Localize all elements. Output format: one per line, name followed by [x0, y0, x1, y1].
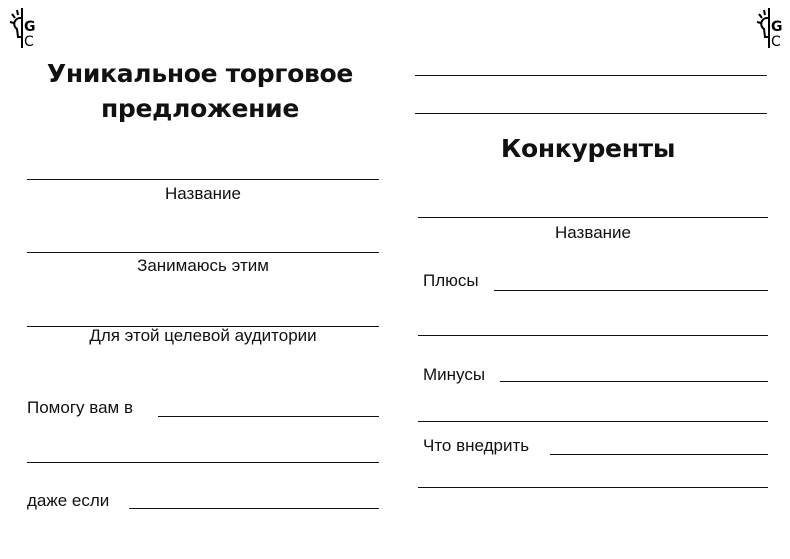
name-label: Название — [165, 184, 241, 203]
usp-title-line1: Уникальное торговое — [46, 59, 354, 88]
even-if-field-line[interactable] — [129, 508, 379, 509]
pros-label: Плюсы — [423, 271, 479, 290]
name-field-line[interactable] — [27, 179, 379, 180]
help-continuation-line[interactable] — [27, 462, 379, 463]
top-line-1[interactable] — [415, 75, 767, 76]
logo-icon — [755, 8, 785, 48]
pros-continuation-line[interactable] — [418, 335, 768, 336]
implement-label: Что внедрить — [423, 436, 530, 455]
implement-continuation-line[interactable] — [418, 487, 768, 488]
svg-text:G: G — [771, 19, 783, 35]
cons-continuation-line[interactable] — [418, 421, 768, 422]
svg-text:C: C — [24, 34, 34, 48]
top-line-2[interactable] — [415, 113, 767, 114]
audience-label: Для этой целевой аудитории — [89, 326, 317, 345]
logo-icon — [8, 8, 38, 48]
cons-label: Минусы — [423, 365, 486, 384]
svg-text:G: G — [24, 19, 36, 35]
help-label: Помогу вам в — [27, 398, 133, 417]
competitor-name-line[interactable] — [418, 217, 768, 218]
usp-title-line2: предложение — [100, 94, 300, 123]
pros-field-line[interactable] — [494, 290, 768, 291]
competitor-name-label: Название — [555, 223, 631, 242]
competitors-title: Конкуренты — [500, 134, 676, 163]
doing-field-line[interactable] — [27, 252, 379, 253]
cons-field-line[interactable] — [500, 381, 768, 382]
doing-label: Занимаюсь этим — [137, 256, 269, 275]
svg-text:C: C — [771, 34, 781, 48]
even-if-label: даже если — [27, 491, 110, 510]
implement-field-line[interactable] — [550, 454, 768, 455]
help-field-line[interactable] — [158, 416, 379, 417]
